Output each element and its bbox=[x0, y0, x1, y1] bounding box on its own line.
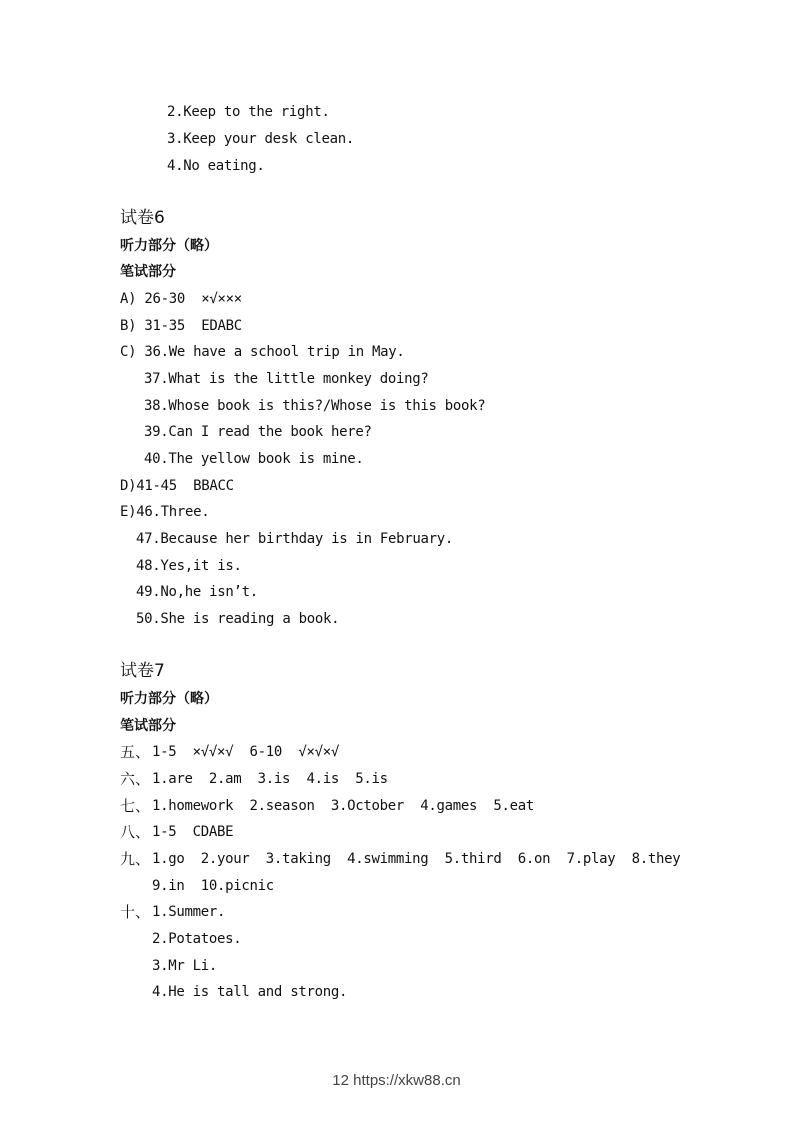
answer-line: A) 26-30 ×√××× bbox=[120, 291, 242, 307]
answer-line: 40.The yellow book is mine. bbox=[144, 451, 364, 467]
listening-label: 听力部分（略） bbox=[120, 691, 218, 707]
written-label: 笔试部分 bbox=[120, 718, 176, 734]
answer-line: 48.Yes,it is. bbox=[136, 558, 242, 574]
answer-line: 38.Whose book is this?/Whose is this book? bbox=[144, 398, 486, 414]
answer-line: E)46.Three. bbox=[120, 504, 210, 520]
section-number: 八、 bbox=[120, 823, 151, 841]
answer-line: 2.Keep to the right. bbox=[167, 104, 330, 120]
page-footer: 12 https://xkw88.cn bbox=[332, 1072, 461, 1089]
listening-label: 听力部分（略） bbox=[120, 238, 218, 254]
answer-line: 3.Mr Li. bbox=[152, 958, 218, 974]
section-title-test6: 试卷6 bbox=[120, 208, 165, 228]
answer-line: 1-5 CDABE bbox=[152, 824, 234, 840]
answer-line: 1-5 ×√√×√ 6-10 √×√×√ bbox=[152, 744, 339, 760]
answer-line: 47.Because her birthday is in February. bbox=[136, 531, 454, 547]
answer-line: 1.go 2.your 3.taking 4.swimming 5.third 6.on 7.play 8.they bbox=[152, 851, 681, 867]
answer-line: 49.No,he isn’t. bbox=[136, 584, 258, 600]
answer-line: 1.are 2.am 3.is 4.is 5.is bbox=[152, 771, 388, 787]
answer-line: 39.Can I read the book here? bbox=[144, 424, 372, 440]
section-number: 九、 bbox=[120, 850, 151, 868]
answer-line: 4.No eating. bbox=[167, 158, 265, 174]
answer-line: 37.What is the little monkey doing? bbox=[144, 371, 429, 387]
answer-line: 50.She is reading a book. bbox=[136, 611, 340, 627]
answer-line: B) 31-35 EDABC bbox=[120, 318, 242, 334]
answer-line: C) 36.We have a school trip in May. bbox=[120, 344, 405, 360]
section-number: 七、 bbox=[120, 797, 151, 815]
section-number: 十、 bbox=[120, 903, 151, 921]
section-number: 六、 bbox=[120, 770, 151, 788]
answer-line: 4.He is tall and strong. bbox=[152, 984, 348, 1000]
answer-line: 3.Keep your desk clean. bbox=[167, 131, 354, 147]
written-label: 笔试部分 bbox=[120, 264, 176, 280]
answer-line: D)41-45 BBACC bbox=[120, 478, 234, 494]
section-number: 五、 bbox=[120, 743, 151, 761]
answer-line: 1.Summer. bbox=[152, 904, 226, 920]
answer-line: 2.Potatoes. bbox=[152, 931, 242, 947]
section-title-test7: 试卷7 bbox=[120, 661, 165, 681]
answer-line: 1.homework 2.season 3.October 4.games 5.eat bbox=[152, 798, 535, 814]
answer-line: 9.in 10.picnic bbox=[152, 878, 274, 894]
